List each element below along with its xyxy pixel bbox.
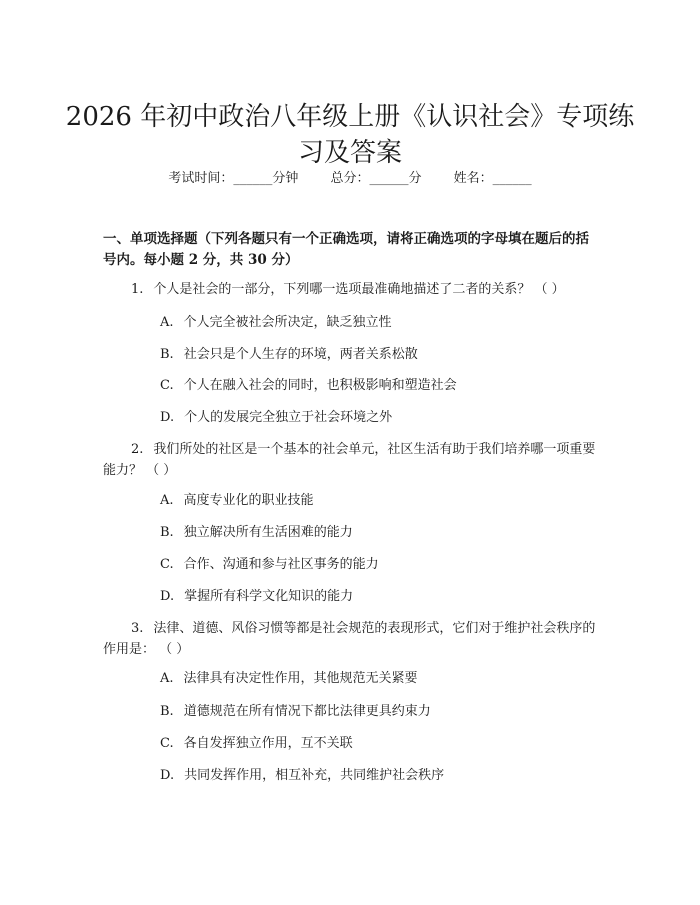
question-1-option-c: [160, 377, 600, 395]
question-1-option-a: [160, 314, 600, 332]
option-text: 个人在融入社会的同时，也积极影响和塑造社会: [183, 378, 457, 393]
option-text: 高度专业化的职业技能: [183, 493, 314, 508]
total-score-field: 总分：______分: [330, 171, 422, 186]
section-heading: 一、单项选择题（下列各题只有一个正确选项，请将正确选项的字母填在题后的括号内。每小题 2 分，共 30 分）: [103, 231, 589, 268]
option-letter: C.: [160, 378, 174, 393]
exam-time-field: 考试时间：______分钟: [168, 171, 299, 186]
student-name-field: 姓名：______: [453, 171, 532, 186]
option-letter: C.: [160, 557, 174, 572]
option-text: 独立解决所有生活困难的能力: [183, 525, 353, 540]
question-3-option-d: [160, 767, 600, 785]
question-text: 个人是社会的一部分，下列哪一选项最准确地描述了二者的关系？ （ ）: [153, 282, 565, 297]
question-1-option-b: [160, 346, 600, 364]
option-text: 各自发挥独立作用，互不关联: [183, 736, 353, 751]
option-letter: D.: [160, 768, 175, 783]
question-text: 我们所处的社区是一个基本的社会单元，社区生活有助于我们培养哪一项重要能力？ （ ）: [103, 442, 596, 478]
question-3: [103, 618, 597, 660]
question-3-option-c: [160, 735, 600, 753]
option-letter: C.: [160, 736, 174, 751]
question-2-option-d: [160, 588, 600, 606]
question-1-option-d: [160, 409, 600, 427]
question-number: 3.: [131, 621, 144, 636]
option-letter: A.: [160, 493, 174, 508]
option-letter: B.: [160, 704, 174, 719]
option-text: 个人完全被社会所决定，缺乏独立性: [183, 315, 392, 330]
option-letter: D.: [160, 589, 175, 604]
question-2: [103, 439, 597, 481]
option-text: 合作、沟通和参与社区事务的能力: [183, 557, 379, 572]
option-letter: B.: [160, 347, 174, 362]
option-text: 个人的发展完全独立于社会环境之外: [184, 410, 393, 425]
question-2-option-c: [160, 556, 600, 574]
question-number: 2.: [131, 442, 144, 457]
option-text: 掌握所有科学文化知识的能力: [184, 589, 354, 604]
option-text: 社会只是个人生存的环境，两者关系松散: [183, 347, 418, 362]
question-2-option-a: [160, 492, 600, 510]
question-1: [103, 279, 597, 300]
exam-info: [0, 170, 700, 188]
option-text: 道德规范在所有情况下都比法律更具约束力: [183, 704, 431, 719]
option-letter: A.: [160, 671, 174, 686]
question-3-option-a: [160, 670, 600, 688]
document-title: 2026 年初中政治八年级上册《认识社会》专项练习及答案: [65, 102, 635, 169]
question-number: 1.: [131, 282, 144, 297]
option-text: 法律具有决定性作用，其他规范无关紧要: [183, 671, 418, 686]
option-text: 共同发挥作用，相互补充，共同维护社会秩序: [184, 768, 445, 783]
question-2-option-b: [160, 524, 600, 542]
option-letter: A.: [160, 315, 174, 330]
option-letter: D.: [160, 410, 175, 425]
question-3-option-b: [160, 703, 600, 721]
option-letter: B.: [160, 525, 174, 540]
question-text: 法律、道德、风俗习惯等都是社会规范的表现形式，它们对于维护社会秩序的作用是： （ ）: [103, 621, 596, 657]
